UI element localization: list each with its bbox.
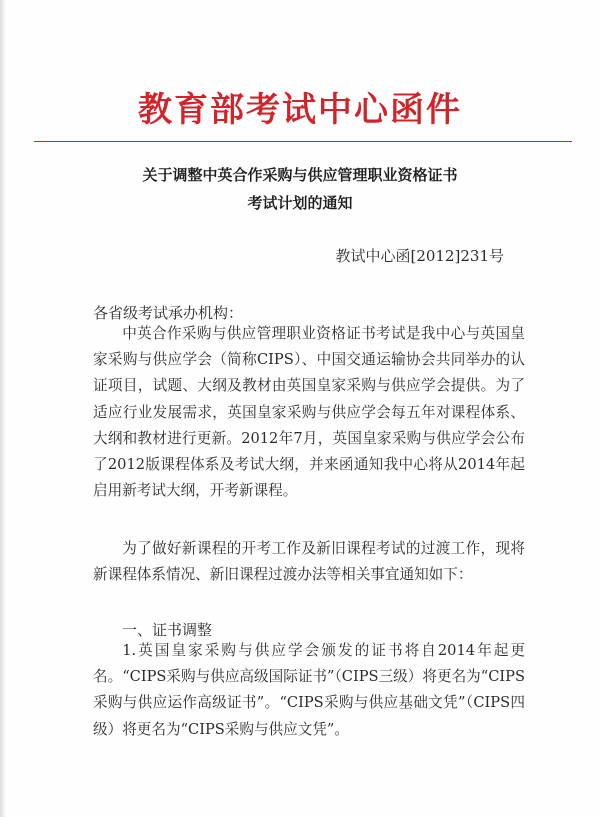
letterhead-title: 教育部考试中心函件 (138, 90, 462, 130)
notice-title-line1: 关于调整中英合作采购与供应管理职业资格证书 (142, 166, 458, 184)
notice-title-line2: 考试计划的通知 (247, 194, 353, 212)
body-paragraph-1: 中英合作采购与供应管理职业资格证书考试是我中心与英国皇家采购与供应学会（简称CIPS）、中国交通运输协会共同举办的认证项目，试题、大纲及教材由英国皇家采购与供应学会提供。为了适应行业发展需求，英国皇家采购与供应学会每五年对课程体系、大纲和教材进行更新。2012年7月，英国皇家采购与供应学会公布了2012版课程体系及考试大纲，并来函通知我中心将从2014年起启用新考试大纲，开考新课程。 (93, 325, 525, 500)
body-paragraph-2: 为了做好新课程的开考工作及新旧课程考试的过渡工作，现将新课程体系情况、新旧课程过渡办法等相关事宜通知如下： (93, 540, 525, 584)
section-heading-certificate: 一、证书调整 (122, 621, 213, 639)
salutation: 各省级考试承办机构： (93, 304, 244, 322)
document-number: 教试中心函[2012]231号 (335, 247, 504, 265)
letterhead-divider (34, 141, 572, 142)
body-paragraph-3: 1.英国皇家采购与供应学会颁发的证书将自2014年起更名。“CIPS采购与供应高级国际证书”（CIPS三级）将更名为“CIPS采购与供应运作高级证书”。“CIPS采购与供应基础文凭”（CIPS四级）将更名为“CIPS采购与供应文凭”。 (93, 642, 525, 738)
